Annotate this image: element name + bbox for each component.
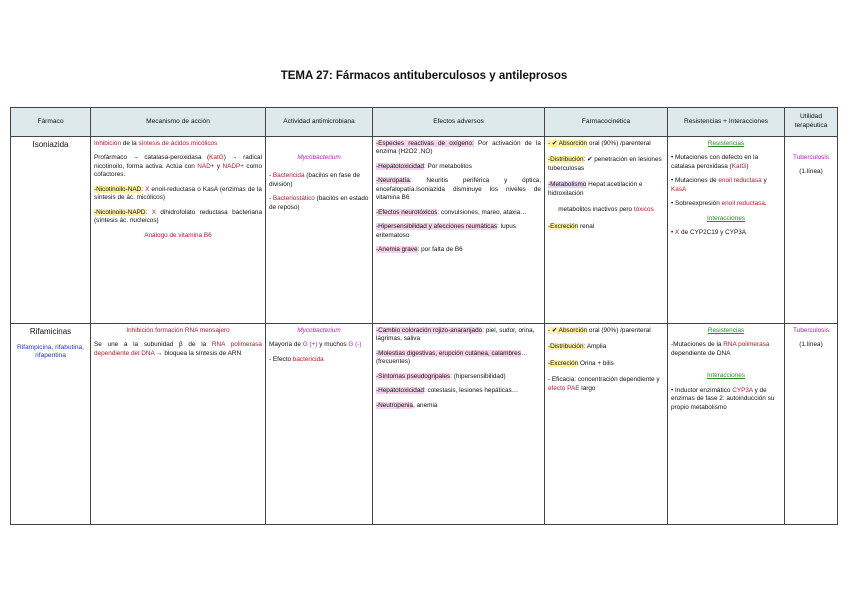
text: -Síntomas pseudogripales <box>376 372 451 380</box>
text: Profármaco → catalasa-peroxidasa ( <box>94 154 210 162</box>
text: ) → radical nicotinoilo, forma activa. Actúa con <box>94 154 262 170</box>
text: ) <box>746 162 749 170</box>
resistencias-cell <box>668 137 785 324</box>
text: (bacilos en estado de reposo) <box>269 195 369 211</box>
text: Resistencias <box>707 140 745 147</box>
text: X <box>675 229 680 237</box>
text: -Excreción <box>548 359 579 367</box>
text: -Distribución <box>548 343 584 351</box>
text: Resistencias <box>707 327 745 334</box>
text: • Inductor enzimático <box>671 386 733 394</box>
text: oral (90%) /parenteral <box>587 140 651 147</box>
text: -Hepatotoxicidad <box>376 387 424 395</box>
text: KatG <box>209 154 224 162</box>
text: : <box>145 208 152 216</box>
text: NAD+ <box>197 162 215 170</box>
text: síntesis de ácidos micólicos <box>138 140 218 147</box>
text: - ✔ Absorción <box>548 327 588 334</box>
text: : Neuritis periférica y óptica, encefalopatía.Isoniazida disminuye los niveles de vitamina B6 <box>376 177 541 202</box>
text: : convulsiones, mareo, ataxia… <box>437 208 527 216</box>
text: Mycobacterium <box>297 327 341 334</box>
drug-name: Rifamicinas <box>29 327 72 336</box>
text: -Anemia grave <box>376 246 418 254</box>
drug-name: Isoniazida <box>32 140 69 149</box>
resistencias-cell <box>668 324 785 525</box>
text: metabolitos inactivos pero <box>558 206 634 214</box>
text: RNA polimerasa dependiente del DNA <box>94 341 262 357</box>
text: -Metabolismo <box>548 181 587 189</box>
text: efecto PAE <box>548 384 580 392</box>
text: bactericida <box>292 355 324 363</box>
text: RNA polimerasa <box>723 341 770 349</box>
actividad-cell <box>266 137 373 324</box>
text: : lupus eritematoso <box>376 223 516 239</box>
header-mecanismo: Mecanismo de acción <box>91 108 266 137</box>
utilidad-cell <box>785 324 838 525</box>
text: -Efectos neurotóxicos <box>376 208 438 216</box>
text: -Nicotinoilo-NAD <box>94 185 142 193</box>
text: (1.línea) <box>799 341 823 349</box>
text: y muchos <box>317 341 349 349</box>
text: Hepat:acetilación e hidroxilación <box>548 181 643 197</box>
text: - Efecto <box>269 355 293 363</box>
header-farmacocinetica: Farmacocinética <box>545 108 668 137</box>
text: Inhibición <box>94 140 122 147</box>
text: Mycobacterium <box>297 154 341 161</box>
efectos-cell <box>373 137 545 324</box>
text: y <box>214 162 223 170</box>
text: -Mutaciones de la <box>671 341 724 349</box>
text: enoil reductasa <box>718 177 762 185</box>
text: -Neuropatía <box>376 177 410 185</box>
farmaco-cell <box>11 324 91 525</box>
text: oral (90%) /parenteral <box>587 327 651 334</box>
text: Tuberculosis <box>793 327 829 334</box>
drug-examples: Rifampicina, rifabutina, rifapentina <box>16 343 85 360</box>
text: - <box>269 172 273 180</box>
text: (1.línea) <box>799 168 823 176</box>
header-row <box>11 108 838 137</box>
text: : (hipersensibilidad) <box>450 372 506 380</box>
actividad-cell <box>266 324 373 525</box>
text: Por activación de la enzima (H2O2 ,NO) <box>376 140 541 156</box>
text: y de enzimas de fase 2: autoinducción su propio metabolismo <box>671 386 775 411</box>
header-efectos: Efectos adversos <box>373 108 545 137</box>
header-resistencias: Resistencias + Interacciones <box>668 108 785 137</box>
text: -Nicotinoilo-NAPD <box>94 208 146 216</box>
text: tóxicos <box>633 206 654 214</box>
text: Análogo de vitamina B6 <box>144 231 212 239</box>
text: enoil-reductasa o KasA (enzimas de la síntesis de ác. micólicos) <box>94 185 262 202</box>
text: , anemia <box>412 401 438 409</box>
text: dihidrofolato reductasa bacteriana (síntesis ác. nucleicos) <box>94 208 262 225</box>
text: : <box>141 185 146 193</box>
text: -Excreción <box>548 222 579 230</box>
table-row <box>11 324 838 525</box>
text: de la <box>121 140 139 147</box>
text: NADP+ <box>222 162 244 170</box>
text: dependiente de DNA <box>671 349 731 357</box>
farmacocinetica-cell <box>545 137 668 324</box>
text: • Mutaciones con defecto en la catalasa peroxidasa ( <box>671 154 759 170</box>
text: : Por metabolitos <box>423 162 472 170</box>
farmaco-cell <box>11 137 91 324</box>
text: G (+) <box>302 341 318 349</box>
text: • Sobreexpresión <box>671 200 722 208</box>
text: : colestasis, lesiones hepáticas… <box>423 387 519 395</box>
text: Interacciones <box>706 372 745 380</box>
text: enoil reductasa <box>721 200 765 208</box>
text: G (-) <box>348 341 362 349</box>
header-farmaco: Fármaco <box>11 108 91 137</box>
mecanismo-cell <box>91 137 266 324</box>
text: → bloquea la síntesis de ARN <box>154 349 242 357</box>
text: Se une a la subunidad β de la <box>94 341 212 349</box>
text: -Molestias digestivas, erupción cutánea, calambres <box>376 349 521 357</box>
efectos-cell <box>373 324 545 525</box>
text: Inhibición formación RNA mensajero <box>126 327 230 334</box>
text: : ✔ penetración en lesiones tuberculosas <box>548 156 662 172</box>
text: X <box>151 208 156 216</box>
text: -Hipersensibilidad y afecciones reumáticas <box>376 223 498 231</box>
drug-table <box>10 107 838 525</box>
text: Interacciones <box>706 214 745 222</box>
text: -Hepatotoxicidad <box>376 162 424 170</box>
text: • Mutaciones de <box>671 177 719 185</box>
text: -Especies reactivas de oxígeno: <box>376 140 474 147</box>
text: (bacilos en fase de división) <box>269 172 360 188</box>
farmacocinetica-cell <box>545 324 668 525</box>
text: … (frecuentes) <box>376 349 528 366</box>
mecanismo-cell <box>91 324 266 525</box>
text: : por falta de B6 <box>417 246 463 254</box>
text: X <box>145 185 150 193</box>
text: -Neutropenia <box>376 401 413 409</box>
text: renal <box>578 222 595 230</box>
text: Mayoría de <box>269 341 303 349</box>
text: Bacteriostático <box>272 195 315 203</box>
header-utilidad: Utilidad terapéutica <box>785 108 838 137</box>
table-row <box>11 137 838 324</box>
text: CYP3A <box>732 386 753 394</box>
text: - <box>269 195 273 203</box>
text: . <box>764 200 767 208</box>
text: y <box>761 177 767 185</box>
header-actividad: Actividad antimicrobiana <box>266 108 373 137</box>
text: -Distribución <box>548 156 584 164</box>
text: -Cambio coloración rojizo-anaranjado <box>376 327 483 334</box>
text: de CYP2C19 y CYP3A <box>679 229 747 237</box>
text: : Amplia <box>583 343 607 351</box>
text: largo <box>579 384 596 392</box>
text: - ✔ Absorción <box>548 140 588 147</box>
text: : piel, sudor, orina, lágrimas, saliva <box>376 327 535 343</box>
text: Orina + bilis <box>578 359 614 367</box>
text: KatG <box>731 162 747 170</box>
text: - Eficacia: concentración dependiente y <box>548 376 660 384</box>
text: • <box>671 229 676 237</box>
text: KasA <box>671 185 687 193</box>
text: Bactericida <box>272 172 305 180</box>
page-title: TEMA 27: Fármacos antituberculosos y antileprosos <box>280 70 568 82</box>
text: como cofactores. <box>94 162 263 179</box>
utilidad-cell <box>785 137 838 324</box>
text: Tuberculosis <box>793 154 829 161</box>
